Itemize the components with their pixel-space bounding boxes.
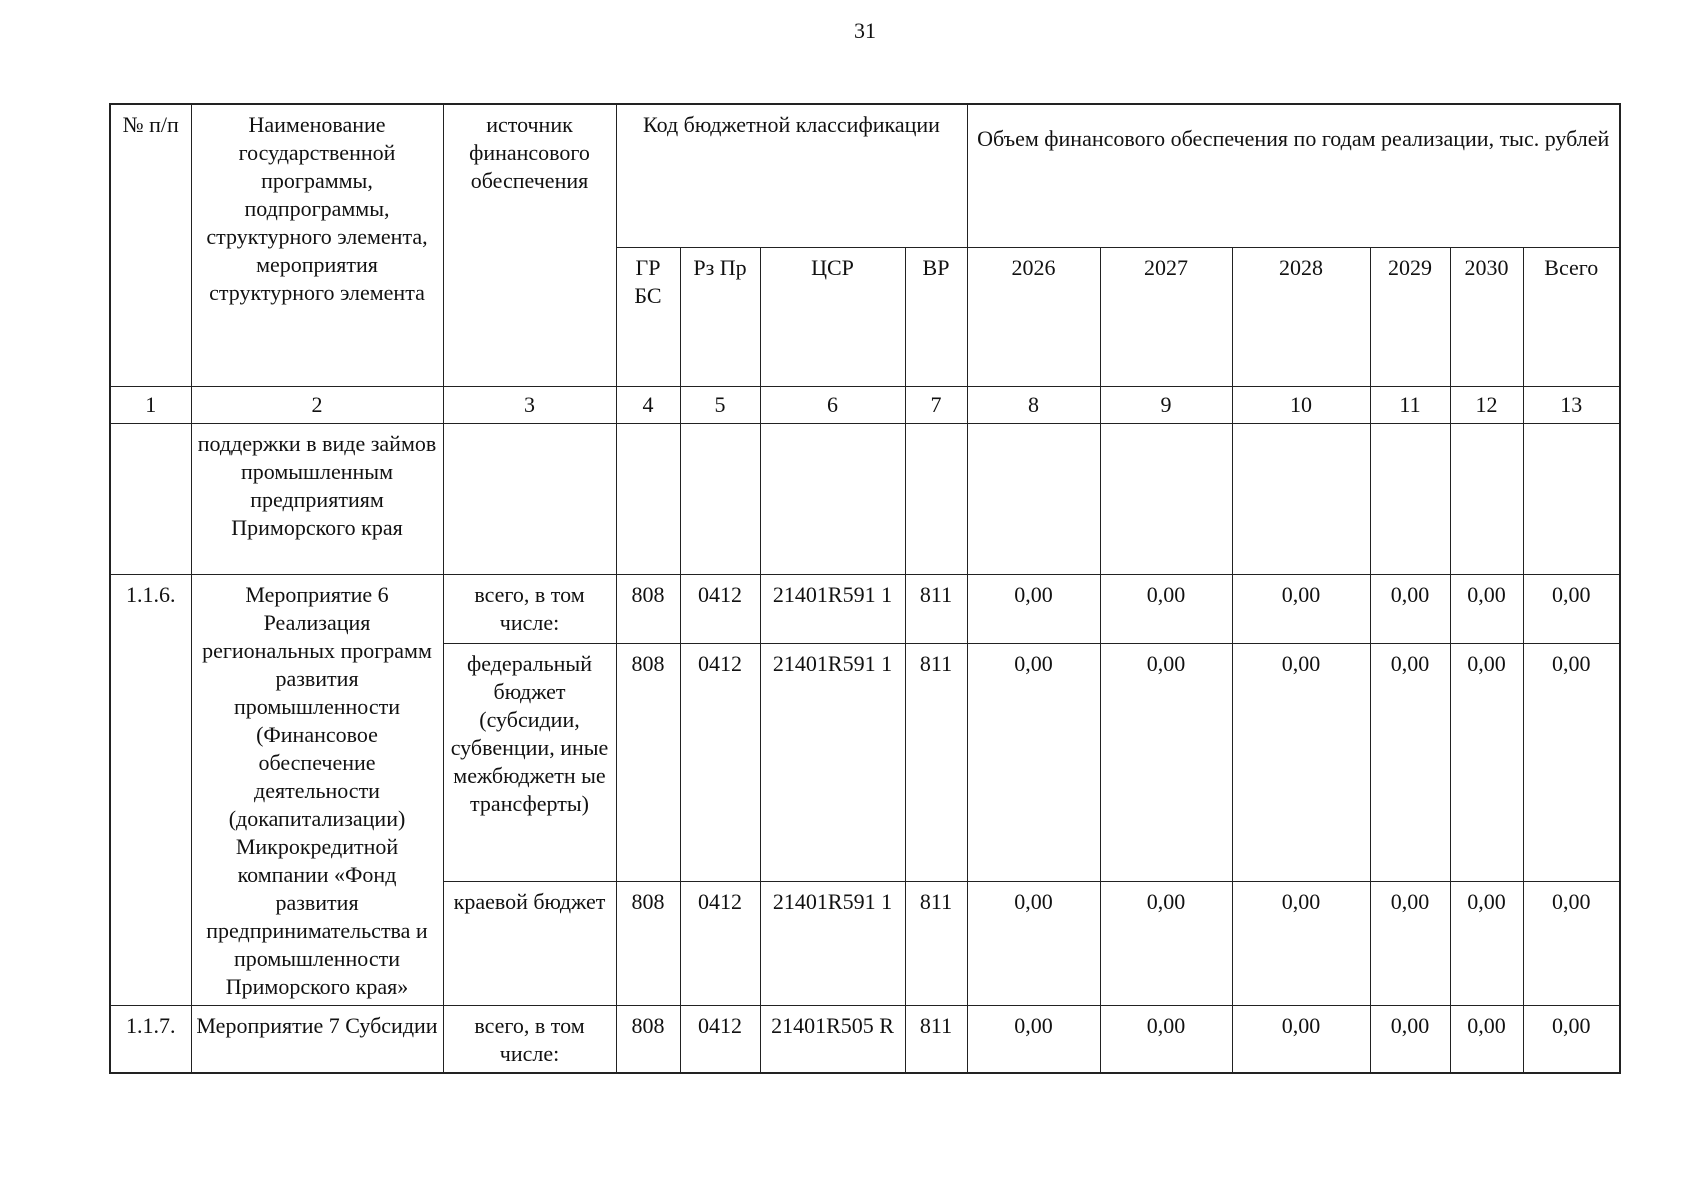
cell-2028: 0,00 [1232,1006,1370,1074]
col-number: 10 [1232,387,1370,424]
col-number: 3 [443,387,616,424]
cell-2026: 0,00 [967,1006,1100,1074]
header-2027: 2027 [1100,248,1232,387]
cell-source: всего, в том числе: [443,575,616,644]
cell-empty [1523,424,1620,575]
col-number: 7 [905,387,967,424]
header-csr: ЦСР [760,248,905,387]
cell-2027: 0,00 [1100,882,1232,1006]
cell-empty [1370,424,1450,575]
col-number: 4 [616,387,680,424]
col-number: 13 [1523,387,1620,424]
cell-2030: 0,00 [1450,643,1523,882]
cell-2026: 0,00 [967,882,1100,1006]
cell-total: 0,00 [1523,1006,1620,1074]
header-code-group: Код бюджетной классификации [616,104,967,248]
table-row [110,1006,1620,1074]
header-name: Наименование государственной программы, подпрограммы, структурного элемента, мероприятия структурного элемента [191,104,443,387]
cell-grbs: 808 [616,643,680,882]
cell-empty [1100,424,1232,575]
cell-num: 1.1.7. [110,1006,191,1074]
cell-2028: 0,00 [1232,575,1370,644]
cell-2029: 0,00 [1370,643,1450,882]
cell-vr: 811 [905,1006,967,1074]
header-total: Всего [1523,248,1620,387]
cell-rzpr: 0412 [680,643,760,882]
header-vr: ВР [905,248,967,387]
cell-source: краевой бюджет [443,882,616,1006]
cell-2030: 0,00 [1450,1006,1523,1074]
col-number: 11 [1370,387,1450,424]
cell-2027: 0,00 [1100,1006,1232,1074]
col-number: 8 [967,387,1100,424]
cell-total: 0,00 [1523,882,1620,1006]
cell-csr: 21401R591 1 [760,643,905,882]
cell-2030: 0,00 [1450,575,1523,644]
cell-empty [905,424,967,575]
cell-2030: 0,00 [1450,882,1523,1006]
page-number: 31 [854,18,876,43]
cell-rzpr: 0412 [680,1006,760,1074]
cell-2028: 0,00 [1232,882,1370,1006]
cell-source: федеральный бюджет (субсидии, субвенции, иные межбюджетн ые трансферты) [443,643,616,882]
column-numbers-row [110,387,1620,424]
cell-grbs: 808 [616,575,680,644]
cell-csr: 21401R591 1 [760,575,905,644]
cell-2026: 0,00 [967,575,1100,644]
header-2029: 2029 [1370,248,1450,387]
col-number: 12 [1450,387,1523,424]
cell-num: 1.1.6. [110,575,191,1006]
cell-csr: 21401R505 R [760,1006,905,1074]
col-number: 6 [760,387,905,424]
header-2028: 2028 [1232,248,1370,387]
cell-grbs: 808 [616,1006,680,1074]
col-number: 9 [1100,387,1232,424]
cell-rzpr: 0412 [680,575,760,644]
col-number: 2 [191,387,443,424]
cell-empty [967,424,1100,575]
header-volume-group: Объем финансового обеспечения по годам реализации, тыс. рублей [967,104,1620,248]
cell-empty [680,424,760,575]
budget-table [109,103,1621,1074]
cell-2029: 0,00 [1370,882,1450,1006]
col-number: 1 [110,387,191,424]
cell-name: поддержки в виде займов промышленным предприятиям Приморского края [191,424,443,575]
cell-total: 0,00 [1523,575,1620,644]
cell-grbs: 808 [616,882,680,1006]
cell-empty [1232,424,1370,575]
cell-csr: 21401R591 1 [760,882,905,1006]
cell-2029: 0,00 [1370,1006,1450,1074]
header-2026: 2026 [967,248,1100,387]
cell-empty [1450,424,1523,575]
cell-2029: 0,00 [1370,575,1450,644]
table-row [110,575,1620,644]
header-2030: 2030 [1450,248,1523,387]
cell-vr: 811 [905,575,967,644]
header-rzpr: Рз Пр [680,248,760,387]
header-num: № п/п [110,104,191,387]
cell-rzpr: 0412 [680,882,760,1006]
cell-2027: 0,00 [1100,575,1232,644]
cell-2028: 0,00 [1232,643,1370,882]
cell-name: Мероприятие 6 Реализация региональных программ развития промышленности (Финансовое обеспечение деятельности (докапитализации) Микрокредитной компании «Фонд развития предпринимательства и промышленности Приморского края» [191,575,443,1006]
col-number: 5 [680,387,760,424]
table-row-continuation [110,424,1620,575]
cell-empty [443,424,616,575]
cell-total: 0,00 [1523,643,1620,882]
cell-num [110,424,191,575]
header-source: источник финансового обеспечения [443,104,616,387]
cell-vr: 811 [905,643,967,882]
header-row-1 [110,104,1620,248]
cell-vr: 811 [905,882,967,1006]
cell-2027: 0,00 [1100,643,1232,882]
header-grbs: ГР БС [616,248,680,387]
cell-name: Мероприятие 7 Субсидии [191,1006,443,1074]
cell-source: всего, в том числе: [443,1006,616,1074]
cell-empty [760,424,905,575]
cell-empty [616,424,680,575]
cell-2026: 0,00 [967,643,1100,882]
